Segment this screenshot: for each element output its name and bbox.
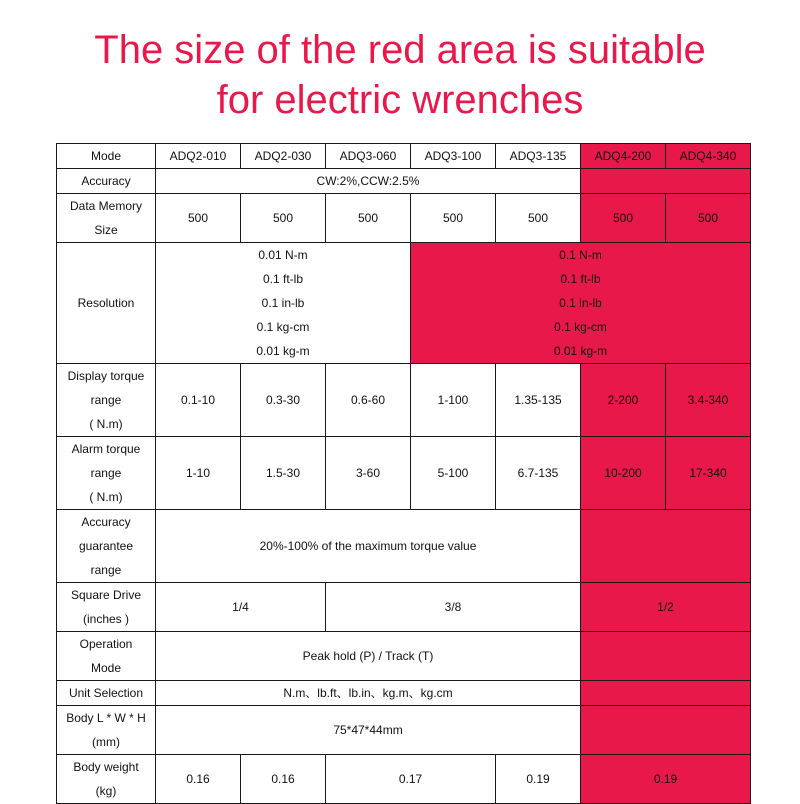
accuracy-guarantee-value: 20%-100% of the maximum torque value xyxy=(156,510,581,583)
body-weight-value: 0.16 xyxy=(241,755,326,804)
model-header: ADQ3-060 xyxy=(326,144,411,169)
label-line: (inches ) xyxy=(82,612,129,626)
data-memory-value: 500 xyxy=(411,194,496,243)
resolution-value: 0.1 N-m xyxy=(559,248,602,262)
alarm-range-value: 5-100 xyxy=(411,437,496,510)
resolution-value: 0.01 kg-m xyxy=(553,344,608,358)
model-header: ADQ2-030 xyxy=(241,144,326,169)
alarm-range-value: 17-340 xyxy=(666,437,751,510)
model-header: ADQ3-100 xyxy=(411,144,496,169)
label-line: Data Memory xyxy=(69,199,143,213)
row-body-weight xyxy=(57,755,751,804)
accuracy-label: Accuracy xyxy=(57,169,156,194)
resolution-value: 0.01 kg-m xyxy=(256,344,310,358)
operation-mode-red-area xyxy=(581,632,751,681)
label-line: ( N.m) xyxy=(89,490,123,504)
resolution-group-1 xyxy=(156,243,411,364)
label-line: guarantee xyxy=(78,539,134,553)
row-data-memory xyxy=(57,194,751,243)
resolution-value: 0.1 in-lb xyxy=(559,296,602,310)
display-range-value: 0.6-60 xyxy=(326,364,411,437)
resolution-value: 0.1 kg-cm xyxy=(256,320,310,334)
accuracy-value: CW:2%,CCW:2.5% xyxy=(156,169,581,194)
resolution-label: Resolution xyxy=(57,243,156,364)
square-drive-value: 1/2 xyxy=(581,583,751,632)
square-drive-value: 3/8 xyxy=(326,583,581,632)
resolution-value: 0.1 ft-lb xyxy=(560,272,601,286)
unit-selection-red-area xyxy=(581,681,751,706)
data-memory-value: 500 xyxy=(241,194,326,243)
resolution-value: 0.1 in-lb xyxy=(261,296,305,310)
model-header: ADQ4-340 xyxy=(666,144,751,169)
unit-selection-value: N.m、lb.ft、lb.in、kg.m、kg.cm xyxy=(156,681,581,706)
label-line: Body L * W * H xyxy=(66,711,146,725)
row-accuracy-guarantee xyxy=(57,510,751,583)
row-alarm-range xyxy=(57,437,751,510)
display-range-value: 1.35-135 xyxy=(496,364,581,437)
row-body-size xyxy=(57,706,751,755)
body-weight-value: 0.16 xyxy=(156,755,241,804)
label-line: Operation xyxy=(79,637,133,651)
display-range-value: 0.1-10 xyxy=(156,364,241,437)
label-line: range xyxy=(90,466,122,480)
alarm-range-value: 1-10 xyxy=(156,437,241,510)
row-unit-selection xyxy=(57,681,751,706)
label-line: ( N.m) xyxy=(89,417,123,431)
operation-mode-value: Peak hold (P) / Track (T) xyxy=(156,632,581,681)
spec-table xyxy=(56,143,751,804)
model-header: ADQ3-135 xyxy=(496,144,581,169)
alarm-range-value: 10-200 xyxy=(581,437,666,510)
accuracy-guarantee-red-area xyxy=(581,510,751,583)
data-memory-value: 500 xyxy=(581,194,666,243)
data-memory-value: 500 xyxy=(156,194,241,243)
operation-mode-label xyxy=(57,632,156,681)
display-range-value: 0.3-30 xyxy=(241,364,326,437)
data-memory-value: 500 xyxy=(496,194,581,243)
alarm-range-value: 1.5-30 xyxy=(241,437,326,510)
body-weight-value: 0.17 xyxy=(326,755,496,804)
resolution-value: 0.1 kg-cm xyxy=(554,320,607,334)
body-size-label xyxy=(57,706,156,755)
label-line: (kg) xyxy=(95,784,117,798)
row-operation-mode xyxy=(57,632,751,681)
row-display-range xyxy=(57,364,751,437)
body-size-red-area xyxy=(581,706,751,755)
label-line: range xyxy=(90,393,122,407)
resolution-value: 0.1 ft-lb xyxy=(262,272,304,286)
model-header: ADQ2-010 xyxy=(156,144,241,169)
label-line: Mode xyxy=(90,661,122,675)
label-line: Square Drive xyxy=(70,588,142,602)
display-range-label xyxy=(57,364,156,437)
accuracy-guarantee-label xyxy=(57,510,156,583)
display-range-value: 3.4-340 xyxy=(666,364,751,437)
display-range-value: 1-100 xyxy=(411,364,496,437)
row-square-drive xyxy=(57,583,751,632)
resolution-value: 0.01 N-m xyxy=(258,248,308,262)
data-memory-value: 500 xyxy=(326,194,411,243)
row-resolution xyxy=(57,243,751,364)
mode-label: Mode xyxy=(57,144,156,169)
data-memory-label xyxy=(57,194,156,243)
square-drive-value: 1/4 xyxy=(156,583,326,632)
label-line: Size xyxy=(94,223,118,237)
data-memory-value: 500 xyxy=(666,194,751,243)
resolution-group-2 xyxy=(411,243,751,364)
model-header: ADQ4-200 xyxy=(581,144,666,169)
body-weight-value: 0.19 xyxy=(581,755,751,804)
label-line: Body weight xyxy=(73,760,139,774)
headline-line-2: for electric wrenches xyxy=(216,78,584,122)
body-size-value: 75*47*44mm xyxy=(156,706,581,755)
row-accuracy xyxy=(57,169,751,194)
display-range-value: 2-200 xyxy=(581,364,666,437)
label-line: Accuracy xyxy=(81,515,131,529)
label-line: range xyxy=(90,563,122,577)
body-weight-label xyxy=(57,755,156,804)
body-weight-value: 0.19 xyxy=(496,755,581,804)
accuracy-red-area xyxy=(581,169,751,194)
label-line: Display torque xyxy=(67,369,145,383)
square-drive-label xyxy=(57,583,156,632)
unit-selection-label: Unit Selection xyxy=(57,681,156,706)
alarm-range-value: 6.7-135 xyxy=(496,437,581,510)
headline-line-1: The size of the red area is suitable xyxy=(94,28,706,72)
alarm-range-label xyxy=(57,437,156,510)
row-mode xyxy=(57,144,751,169)
alarm-range-value: 3-60 xyxy=(326,437,411,510)
label-line: (mm) xyxy=(92,735,120,749)
label-line: Alarm torque xyxy=(71,442,141,456)
